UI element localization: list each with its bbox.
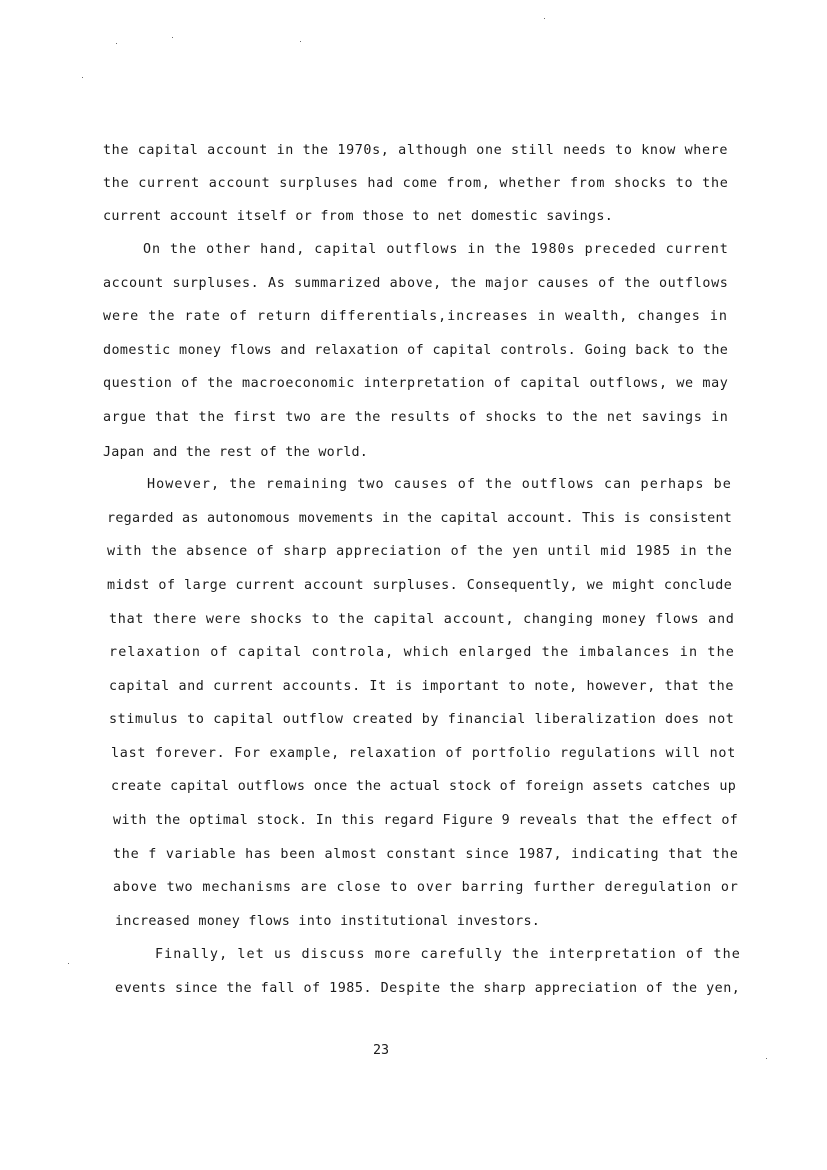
text-line: with the absence of sharp appreciation of the yen until mid 1985 in the bbox=[107, 544, 733, 559]
text-line: midst of large current account surpluses. Consequently, we might conclude bbox=[107, 578, 733, 593]
text-line: events since the fall of 1985. Despite the sharp appreciation of the yen, bbox=[115, 981, 741, 996]
text-line: Finally, let us discuss more carefully the interpretation of the bbox=[155, 947, 741, 962]
text-line: relaxation of capital controla, which enlarged the imbalances in the bbox=[109, 645, 735, 660]
text-line: the current account surpluses had come from, whether from shocks to the bbox=[103, 176, 729, 191]
page-number: 23 bbox=[373, 1043, 390, 1058]
text-line: that there were shocks to the capital account, changing money flows and bbox=[109, 612, 735, 627]
text-line: current account itself or from those to net domestic savings. bbox=[103, 209, 614, 224]
text-line: with the optimal stock. In this regard Figure 9 reveals that the effect of bbox=[113, 813, 739, 828]
text-line: the f variable has been almost constant since 1987, indicating that the bbox=[113, 847, 739, 862]
scan-speck bbox=[766, 1058, 767, 1059]
text-line: capital and current accounts. It is important to note, however, that the bbox=[109, 679, 735, 694]
text-line: domestic money flows and relaxation of capital controls. Going back to the bbox=[103, 343, 729, 358]
scan-speck bbox=[544, 18, 545, 19]
text-line: were the rate of return differentials,increases in wealth, changes in bbox=[103, 309, 728, 324]
text-line: above two mechanisms are close to over barring further deregulation or bbox=[113, 880, 739, 895]
scan-speck bbox=[172, 37, 173, 38]
text-line: last forever. For example, relaxation of portfolio regulations will not bbox=[111, 746, 737, 761]
text-line: stimulus to capital outflow created by financial liberalization does not bbox=[109, 712, 735, 727]
text-line: the capital account in the 1970s, although one still needs to know where bbox=[103, 143, 729, 158]
text-line: argue that the first two are the results of shocks to the net savings in bbox=[103, 410, 729, 425]
text-line: Japan and the rest of the world. bbox=[103, 445, 369, 460]
scan-speck bbox=[68, 963, 69, 964]
scan-speck bbox=[116, 43, 117, 44]
text-line: create capital outflows once the actual stock of foreign assets catches up bbox=[111, 779, 737, 794]
text-line: account surpluses. As summarized above, the major causes of the outflows bbox=[103, 276, 729, 291]
scan-speck bbox=[300, 41, 301, 42]
scan-speck bbox=[82, 77, 83, 78]
text-line: However, the remaining two causes of the outflows can perhaps be bbox=[147, 477, 732, 492]
text-line: question of the macroeconomic interpretation of capital outflows, we may bbox=[103, 376, 729, 391]
text-line: increased money flows into institutional investors. bbox=[115, 914, 541, 929]
text-line: On the other hand, capital outflows in the 1980s preceded current bbox=[143, 242, 729, 257]
text-line: regarded as autonomous movements in the capital account. This is consistent bbox=[107, 511, 733, 526]
